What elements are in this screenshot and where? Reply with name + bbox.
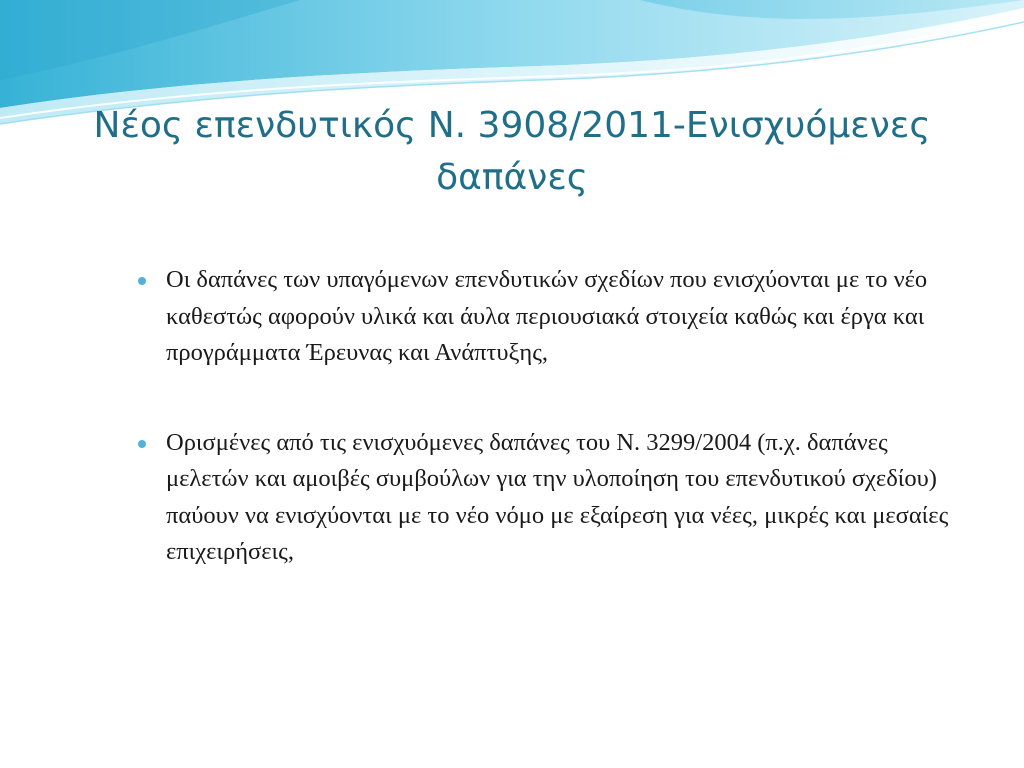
- bullet-text: Ορισμένες από τις ενισχυόμενες δαπάνες του Ν. 3299/2004 (π.χ. δαπάνες μελετών και αμοιβές συμβούλων για την υλοποίηση του επενδυτικού σχεδίου) παύουν να ενισχύονται με το νέο νόμο με εξαίρεση για νέες, μικρές και μεσαίες επιχειρήσεις,: [166, 428, 949, 565]
- bullet-item: [138, 425, 968, 571]
- bullet-text: Οι δαπάνες των υπαγόμενων επενδυτικών σχεδίων που ενισχύονται με το νέο καθεστώς αφορούν υλικά και άυλα περιουσιακά στοιχεία καθώς και έργα και προγράμματα Έρευνας και Ανάπτυξης,: [166, 266, 928, 366]
- bullet-item: [138, 262, 968, 372]
- bullet-list: [138, 262, 968, 571]
- slide-title: [60, 100, 964, 204]
- title-line-1: Νέος επενδυτικός Ν. 3908/2011-Ενισχυόμενες: [93, 105, 931, 146]
- title-line-2: δαπάνες: [436, 157, 588, 198]
- bullet-dot-icon: [138, 440, 146, 448]
- bullet-dot-icon: [138, 277, 146, 285]
